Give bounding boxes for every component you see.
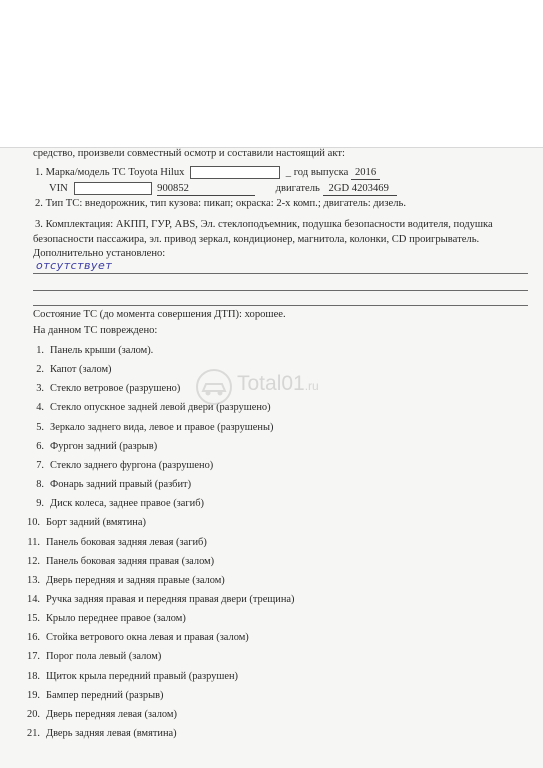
damage-item-number: 17. [27, 651, 40, 663]
condition-line: Состояние ТС (до момента совершения ДТП): хорошее. [33, 309, 286, 320]
year-label: год выпуска [293, 166, 349, 178]
damage-item [24, 594, 295, 606]
damage-item-text: Стойка ветрового окна левая и правая (залом) [46, 632, 249, 644]
engine-value: 2GD 4203469 [323, 183, 397, 196]
intro-line: средство, произвели совместный осмотр и составили настоящий акт: [33, 148, 345, 159]
make-model-label: 1. Марка/модель ТС Toyota Hilux [35, 166, 185, 178]
damage-item-text: Зеркало заднего вида, левое и правое (разрушены) [50, 421, 274, 433]
damage-item-number: 5. [36, 421, 44, 433]
damage-item-text: Щиток крыла передний правый (разрушен) [46, 670, 238, 682]
damage-item-number: 16. [27, 632, 40, 644]
damage-item-text: Стекло ветровое (разрушено) [50, 383, 181, 395]
damage-item-number: 15. [27, 613, 40, 625]
engine-label: двигатель [275, 182, 320, 194]
damage-item-text: Фонарь задний правый (разбит) [50, 479, 192, 491]
ruled-line-2 [33, 290, 528, 291]
ruled-line-3 [33, 305, 528, 306]
damage-item [28, 383, 180, 395]
redacted-box-1 [190, 166, 280, 179]
damage-item-text: Панель боковая задняя левая (загиб) [46, 536, 207, 548]
row-equipment-1: 3. Комплектация: АКПП, ГУР, ABS, Эл. стеклоподъемник, подушка безопасности водителя, подушка [35, 219, 493, 230]
damage-item-number: 11. [27, 536, 40, 548]
damage-item [28, 345, 153, 357]
damage-item-text: Капот (залом) [50, 364, 112, 376]
damage-item-text: Панель боковая задняя правая (залом) [46, 555, 215, 567]
damage-item-text: Дверь задняя левая (вмятина) [46, 728, 177, 739]
damage-item [24, 651, 161, 663]
damage-item-number: 7. [36, 459, 44, 471]
damage-item-number: 3. [36, 383, 44, 395]
watermark-brand: Total01 [237, 372, 305, 395]
vin-label: VIN [49, 182, 68, 194]
damage-item-number: 6. [36, 440, 44, 452]
damage-item [28, 460, 213, 472]
damage-item [24, 613, 186, 625]
damage-item [24, 556, 214, 568]
damage-item-number: 20. [27, 708, 40, 720]
damage-item-text: Диск колеса, заднее правое (загиб) [50, 498, 204, 510]
damage-item [24, 671, 238, 683]
damage-item-text: Ручка задняя правая и передняя правая двери (трещина) [46, 593, 295, 605]
damage-item-text: Бампер передний (разрыв) [46, 689, 164, 701]
handwritten-note: отсутствует [36, 259, 113, 272]
ruled-line-1 [33, 273, 528, 274]
damaged-label: На данном ТС повреждено: [33, 325, 158, 336]
year-value: 2016 [351, 167, 380, 180]
row-equipment-2: безопасности пассажира, эл. привод зеркал, кондиционер, магнитола, колонки, CD проигрыватель. [33, 234, 480, 245]
damage-item [28, 479, 191, 491]
watermark-tld: .ru [304, 379, 319, 393]
damage-item-text: Стекло заднего фургона (разрушено) [50, 459, 214, 471]
damage-item-number: 18. [27, 670, 40, 682]
damage-item-text: Фургон задний (разрыв) [50, 440, 158, 452]
row-vin [49, 182, 397, 196]
damage-item-number: 2. [36, 364, 44, 376]
additional-label: Дополнительно установлено: [33, 248, 166, 259]
damage-item-text: Дверь передняя левая (залом) [46, 708, 177, 720]
damage-item-number: 21. [27, 728, 40, 739]
damage-item-number: 14. [27, 593, 40, 605]
damage-item-number: 1. [36, 345, 44, 356]
row-type: 2. Тип ТС: внедорожник, тип кузова: пикап; окраска: 2-х комп.; двигатель: дизель. [35, 198, 407, 209]
damage-item-text: Стекло опускное задней левой двери (разрушено) [50, 402, 271, 414]
watermark [195, 366, 370, 408]
damage-item-number: 13. [27, 574, 40, 586]
damage-item-number: 10. [27, 517, 40, 529]
damage-item-number: 9. [36, 498, 44, 510]
damage-item-number: 12. [27, 555, 40, 567]
damage-item [24, 575, 225, 587]
damage-item [28, 441, 157, 453]
damage-item-text: Борт задний (вмятина) [46, 517, 146, 529]
car-logo-icon [195, 368, 233, 406]
damage-item [24, 728, 177, 740]
damage-item [28, 422, 273, 434]
damage-item-number: 4. [36, 402, 44, 414]
vin-tail: 900852 [157, 183, 255, 196]
damage-item [28, 498, 204, 510]
damage-item-number: 19. [27, 689, 40, 701]
watermark-text [237, 372, 319, 396]
redacted-header-area [0, 0, 543, 148]
row-make-model: 1. Марка/модель ТС Toyota Hilux _ год выпуска 2016 [35, 166, 380, 180]
damage-item [24, 537, 207, 549]
damage-item-text: Панель крыши (залом). [50, 345, 154, 356]
damage-item [28, 364, 112, 376]
damage-item-text: Порог пола левый (залом) [46, 651, 162, 663]
redacted-box-vin [74, 182, 152, 195]
damage-item [24, 690, 163, 702]
damage-item [24, 709, 177, 721]
damage-item-text: Крыло переднее правое (залом) [46, 613, 186, 625]
damage-item-number: 8. [36, 479, 44, 491]
damage-item [24, 632, 249, 644]
damage-item [24, 517, 146, 529]
damage-item-text: Дверь передняя и задняя правые (залом) [46, 574, 225, 586]
